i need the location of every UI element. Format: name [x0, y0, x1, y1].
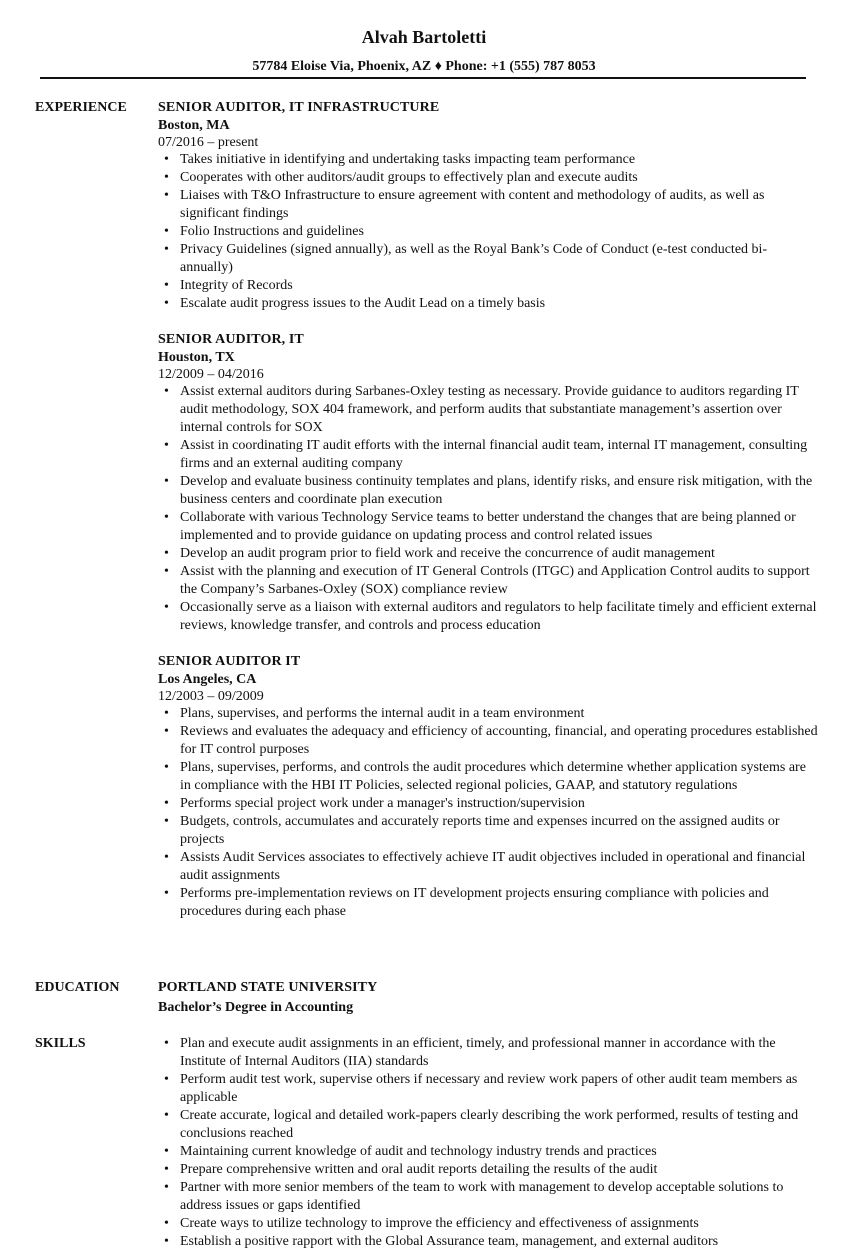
job-responsibilities	[158, 705, 818, 921]
skill-item: • Plan and execute audit assignments in an efficient, timely, and professional manner in accordance with the Institute of Internal Auditors (IIA) standards	[164, 1036, 776, 1069]
job-entry	[158, 99, 818, 313]
job-entry	[158, 331, 818, 635]
skill-item: • Establish a positive rapport with the Global Assurance team, management, and external auditors	[164, 1234, 719, 1249]
bullet-icon: •	[164, 564, 169, 579]
job-location: Houston, TX	[158, 350, 235, 365]
job-dates: 12/2003 – 09/2009	[158, 689, 264, 704]
bullet-icon: •	[164, 1036, 169, 1051]
job-title: SENIOR AUDITOR, IT INFRASTRUCTURE	[158, 100, 440, 115]
job-dates: 12/2009 – 04/2016	[158, 367, 264, 382]
header-divider	[40, 77, 806, 79]
bullet-icon: •	[164, 1216, 169, 1231]
bullet-icon: •	[164, 1108, 169, 1123]
job-responsibilities	[158, 151, 818, 313]
bullet-icon: •	[164, 814, 169, 829]
contact-line: 57784 Eloise Via, Phoenix, AZ ♦ Phone: +1 (555) 787 8053	[252, 59, 596, 74]
responsibility-item: • Liaises with T&O Infrastructure to ensure agreement with content and methodology of audits, as well as significant findings	[164, 188, 765, 221]
responsibility-item: • Budgets, controls, accumulates and accurately reports time and expenses incurred on the assigned audits or projects	[164, 814, 780, 847]
candidate-name: Alvah Bartoletti	[361, 27, 487, 47]
bullet-icon: •	[164, 1144, 169, 1159]
responsibility-item: • Collaborate with various Technology Service teams to better understand the changes that are being planned or implemented and to provide guidance on updating process and control related issues	[164, 510, 796, 543]
job-location: Boston, MA	[158, 118, 230, 133]
skills-heading: SKILLS	[35, 1036, 86, 1051]
responsibility-item: • Performs special project work under a manager's instruction/supervision	[164, 796, 585, 811]
bullet-icon: •	[164, 886, 169, 901]
education-body	[158, 979, 818, 1018]
responsibility-item: • Occasionally serve as a liaison with external auditors and regulators to help facilitate timely and efficient external reviews, knowledge transfer, and controls and process education	[164, 600, 817, 633]
education-heading: EDUCATION	[35, 980, 120, 995]
bullet-icon: •	[164, 1072, 169, 1087]
skills-list	[158, 1035, 818, 1251]
responsibility-item: • Reviews and evaluates the adequacy and efficiency of accounting, financial, and operating procedures established for IT control purposes	[164, 724, 818, 757]
bullet-icon: •	[164, 242, 169, 257]
responsibility-item: • Develop and evaluate business continuity templates and plans, identify risks, and ensure risk mitigation, with the business centers and coordinate plan execution	[164, 474, 813, 507]
job-responsibilities	[158, 383, 818, 635]
bullet-icon: •	[164, 510, 169, 525]
bullet-icon: •	[164, 438, 169, 453]
responsibility-item: • Escalate audit progress issues to the Audit Lead on a timely basis	[164, 296, 546, 311]
bullet-icon: •	[164, 474, 169, 489]
bullet-icon: •	[164, 170, 169, 185]
experience-heading: EXPERIENCE	[35, 100, 127, 115]
skill-item: • Partner with more senior members of the team to work with management to develop acceptable solutions to address issues or gaps identified	[164, 1180, 784, 1213]
responsibility-item: • Assists Audit Services associates to effectively achieve IT audit objectives included in operational and financial audit assignments	[164, 850, 806, 883]
responsibility-item: • Assist in coordinating IT audit efforts with the internal financial audit team, internal IT management, consulting firms and an external auditing company	[164, 438, 808, 471]
bullet-icon: •	[164, 546, 169, 561]
job-dates: 07/2016 – present	[158, 135, 259, 150]
responsibility-item: • Plans, supervises, performs, and controls the audit procedures which determine whether application systems are in compliance with the HBI IT Policies, selected regional policies, GAAP, and statutory regulations	[164, 760, 806, 793]
bullet-icon: •	[164, 850, 169, 865]
skills-body	[158, 1035, 818, 1251]
bullet-icon: •	[164, 1180, 169, 1195]
bullet-icon: •	[164, 796, 169, 811]
bullet-icon: •	[164, 600, 169, 615]
responsibility-item: • Privacy Guidelines (signed annually), as well as the Royal Bank’s Code of Conduct (e-test conducted bi-annually)	[164, 242, 768, 275]
degree-name: Bachelor’s Degree in Accounting	[158, 1000, 354, 1015]
school-name: PORTLAND STATE UNIVERSITY	[158, 980, 378, 995]
responsibility-item: • Performs pre-implementation reviews on IT development projects ensuring compliance with policies and procedures during each phase	[164, 886, 769, 919]
bullet-icon: •	[164, 1234, 169, 1249]
responsibility-item: • Plans, supervises, and performs the internal audit in a team environment	[164, 706, 585, 721]
job-location: Los Angeles, CA	[158, 672, 257, 687]
bullet-icon: •	[164, 224, 169, 239]
responsibility-item: • Cooperates with other auditors/audit groups to effectively plan and execute audits	[164, 170, 638, 185]
bullet-icon: •	[164, 296, 169, 311]
skill-item: • Maintaining current knowledge of audit and technology industry trends and practices	[164, 1144, 657, 1159]
skill-item: • Create ways to utilize technology to improve the efficiency and effectiveness of assignments	[164, 1216, 699, 1231]
bullet-icon: •	[164, 278, 169, 293]
responsibility-item: • Takes initiative in identifying and undertaking tasks impacting team performance	[164, 152, 636, 167]
skill-item: • Create accurate, logical and detailed work-papers clearly describing the work performed, results of testing and conclusions reached	[164, 1108, 799, 1141]
job-title: SENIOR AUDITOR, IT	[158, 332, 304, 347]
bullet-icon: •	[164, 188, 169, 203]
responsibility-item: • Folio Instructions and guidelines	[164, 224, 364, 239]
bullet-icon: •	[164, 760, 169, 775]
skill-item: • Prepare comprehensive written and oral audit reports detailing the results of the audit	[164, 1162, 658, 1177]
experience-body	[158, 99, 818, 939]
bullet-icon: •	[164, 1162, 169, 1177]
responsibility-item: • Integrity of Records	[164, 278, 293, 293]
job-entry	[158, 653, 818, 921]
responsibility-item: • Assist with the planning and execution of IT General Controls (ITGC) and Application Control audits to support the Company’s Sarbanes-Oxley (SOX) compliance review	[164, 564, 810, 597]
bullet-icon: •	[164, 724, 169, 739]
job-title: SENIOR AUDITOR IT	[158, 654, 301, 669]
bullet-icon: •	[164, 706, 169, 721]
responsibility-item: • Assist external auditors during Sarbanes-Oxley testing as necessary. Provide guidance to auditors regarding IT audit methodology, SOX 404 framework, and perform audits that substantiate management’s assertion over internal controls for SOX	[164, 384, 799, 435]
responsibility-item: • Develop an audit program prior to field work and receive the concurrence of audit management	[164, 546, 715, 561]
bullet-icon: •	[164, 384, 169, 399]
bullet-icon: •	[164, 152, 169, 167]
skill-item: • Perform audit test work, supervise others if necessary and review work papers of other audit team members as applicable	[164, 1072, 798, 1105]
